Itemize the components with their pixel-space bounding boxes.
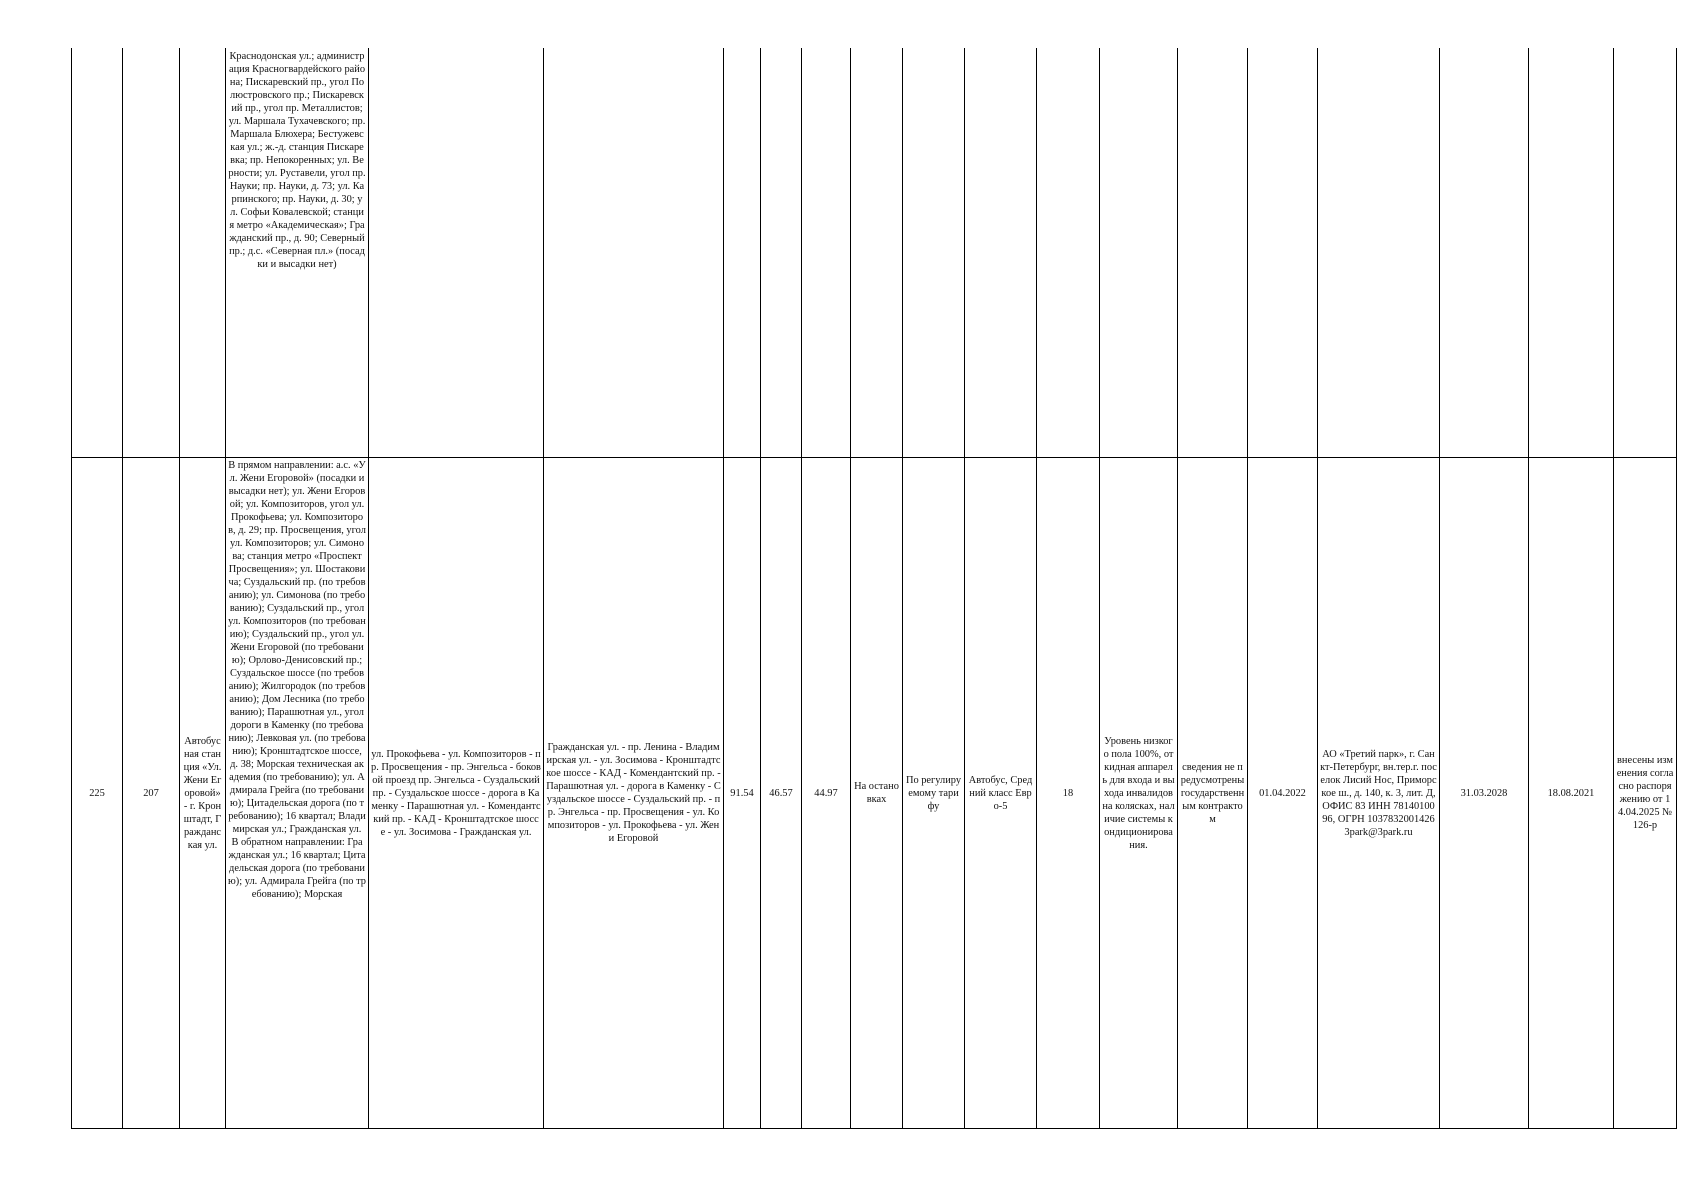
continued-table-row [72,48,1677,458]
route-number-cell [123,48,180,458]
end-date-cell: 31.03.2028 [1440,458,1529,1129]
vehicle-cell [965,48,1037,458]
carrier-cell [1318,48,1440,458]
length-backward-cell [761,48,802,458]
change-date-cell [1529,48,1614,458]
length-total-cell [802,48,851,458]
start-date-cell [1248,48,1318,458]
end-date-cell [1440,48,1529,458]
tariff-cell [903,48,965,458]
carrier-cell: АО «Третий парк», г. Санкт-Петербург, вн.тер.г. поселок Лисий Нос, Приморское ш., д. 140, к. 3, лит. Д, ОФИС 83 ИНН 7814010096, ОГРН 1037832001426 3park@3park.ru [1318,458,1440,1129]
start-date-cell: 01.04.2022 [1248,458,1318,1129]
streets-backward-cell [544,48,724,458]
stop-order-cell: На остановках [851,458,903,1129]
reg-number-cell [72,48,123,458]
route-name-cell [180,48,226,458]
streets-forward-cell [369,48,544,458]
route-registry-table [71,48,1677,1129]
vehicle-count-cell [1037,48,1100,458]
stops-cell: В прямом направлении: а.с. «Ул. Жени Егоровой» (посадки и высадки нет); ул. Жени Егоровой; ул. Композиторов, угол ул. Прокофьева; ул. Композиторов, д. 29; пр. Просвещения, угол ул. Композиторов; ул. Симонова; станция метро «Проспект Просвещения»; ул. Шостаковича; Суздальский пр. (по требованию); ул. Симонова (по требованию); Суздальский пр., угол ул. Композиторов (по требованию); Суздальский пр., угол ул. Жени Егоровой (по требованию); Орлово-Денисовский пр.; Суздальское шоссе (по требованию); Жилгородок (по требованию); Дом Лесника (по требованию); Парашютная ул., угол дороги в Каменку (по требованию); Левковая ул. (по требованию); Кронштадтское шоссе, д. 38; Морская техническая академия (по требованию); ул. Адмирала Грейга (по требованию); Цитадельская дорога (по требованию); 16 квартал; Владимирская ул.; Гражданская ул. В обратном направлении: Гражданская ул.; 16 квартал; Цитадельская дорога (по требованию); ул. Адмирала Грейга (по требованию); Морская [226,458,369,1129]
table-row [72,458,1677,1129]
contract-cell: сведения не предусмотрены государственным контрактом [1178,458,1248,1129]
reg-number-cell: 225 [72,458,123,1129]
contract-cell [1178,48,1248,458]
route-name-cell: Автобусная станция «Ул. Жени Егоровой» - г. Кронштадт, Гражданская ул. [180,458,226,1129]
streets-backward-cell: Гражданская ул. - пр. Ленина - Владимирская ул. - ул. Зосимова - Кронштадтское шоссе - КАД - Комендантский пр. - Парашютная ул. - дорога в Каменку - Суздальское шоссе - Суздальский пр. - пр. Энгельса - пр. Просвещения - ул. Композиторов - ул. Прокофьева - ул. Жени Егоровой [544,458,724,1129]
note-cell [1614,48,1677,458]
stop-order-cell [851,48,903,458]
note-cell: внесены изменения согласно распоряжению от 14.04.2025 № 126-р [1614,458,1677,1129]
vehicle-cell: Автобус, Средний класс Евро-5 [965,458,1037,1129]
length-total-cell: 44.97 [802,458,851,1129]
length-backward-cell: 46.57 [761,458,802,1129]
length-forward-cell: 91.54 [724,458,761,1129]
change-date-cell: 18.08.2021 [1529,458,1614,1129]
length-forward-cell [724,48,761,458]
stops-cell: Краснодонская ул.; администрация Красногвардейского района; Пискаревский пр., угол Полюстровского пр.; Пискаревский пр., угол пр. Металлистов; ул. Маршала Тухачевского; пр. Маршала Блюхера; Бестужевская ул.; ж.-д. станция Пискаревка; пр. Непокоренных; ул. Верности; ул. Руставели, угол пр. Науки; пр. Науки, д. 73; ул. Карпинского; пр. Науки, д. 30; ул. Софьи Ковалевской; станция метро «Академическая»; Гражданский пр., д. 90; Северный пр.; д.с. «Северная пл.» (посадки и высадки нет) [226,48,369,458]
streets-forward-cell: ул. Прокофьева - ул. Композиторов - пр. Просвещения - пр. Энгельса - боковой проезд пр. Энгельса - Суздальский пр. - Суздальское шоссе - дорога в Каменку - Парашютная ул. - Комендантский пр. - КАД - Кронштадтское шоссе - ул. Зосимова - Гражданская ул. [369,458,544,1129]
tariff-cell: По регулируемому тарифу [903,458,965,1129]
characteristics-cell [1100,48,1178,458]
vehicle-count-cell: 18 [1037,458,1100,1129]
characteristics-cell: Уровень низкого пола 100%, откидная аппарель для входа и выхода инвалидов на колясках, наличие системы кондиционирования. [1100,458,1178,1129]
route-number-cell: 207 [123,458,180,1129]
